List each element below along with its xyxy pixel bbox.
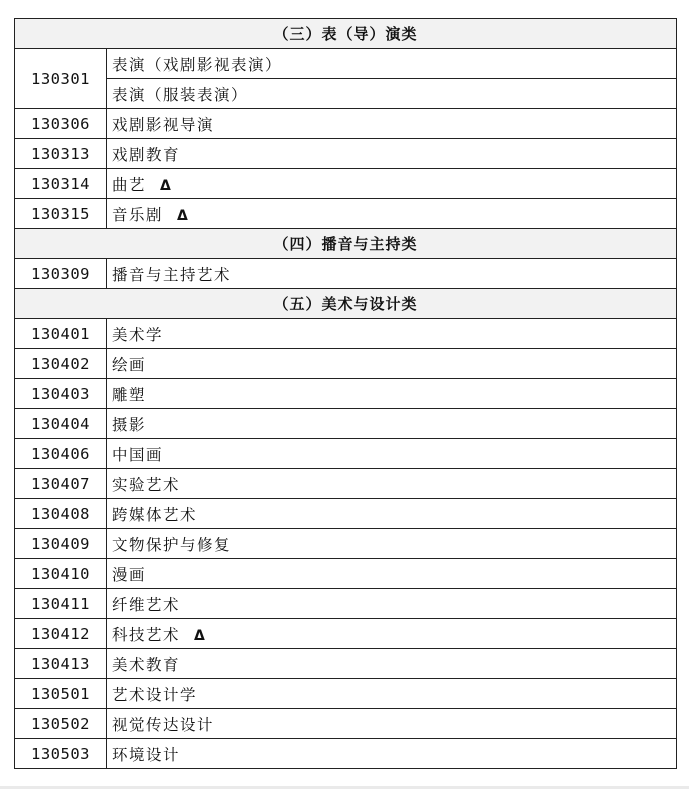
major-name-cell bbox=[107, 409, 677, 439]
major-code: 130406 bbox=[15, 439, 107, 469]
major-name: 表演（戏剧影视表演） bbox=[107, 49, 677, 79]
major-code: 130413 bbox=[15, 649, 107, 679]
major-code: 130306 bbox=[15, 109, 107, 139]
major-name-cell bbox=[107, 439, 677, 469]
major-name: 漫画 bbox=[112, 565, 147, 584]
major-code: 130402 bbox=[15, 349, 107, 379]
major-code: 130410 bbox=[15, 559, 107, 589]
major-code: 130409 bbox=[15, 529, 107, 559]
section-header-row bbox=[15, 289, 677, 319]
table-row bbox=[15, 559, 677, 589]
major-code: 130501 bbox=[15, 679, 107, 709]
major-name-cell bbox=[107, 679, 677, 709]
major-name: 文物保护与修复 bbox=[112, 535, 232, 554]
major-name-cell bbox=[107, 169, 677, 199]
table-row bbox=[15, 259, 677, 289]
major-name-cell bbox=[107, 499, 677, 529]
table-row bbox=[15, 199, 677, 229]
major-name-cell bbox=[107, 529, 677, 559]
major-name-cell bbox=[107, 139, 677, 169]
major-name: 美术教育 bbox=[112, 655, 181, 674]
major-name-cell bbox=[107, 619, 677, 649]
major-code: 130403 bbox=[15, 379, 107, 409]
major-code: 130313 bbox=[15, 139, 107, 169]
major-code: 130404 bbox=[15, 409, 107, 439]
major-name: 绘画 bbox=[112, 355, 147, 374]
table-row bbox=[15, 679, 677, 709]
major-name: 表演（服装表演） bbox=[107, 79, 677, 109]
major-name-cell bbox=[107, 109, 677, 139]
major-name: 曲艺 bbox=[112, 175, 147, 194]
major-code: 130412 bbox=[15, 619, 107, 649]
major-name: 雕塑 bbox=[112, 385, 147, 404]
major-name: 摄影 bbox=[112, 415, 147, 434]
major-name-cell bbox=[107, 709, 677, 739]
table-row bbox=[15, 379, 677, 409]
table-row bbox=[15, 49, 677, 79]
major-code: 130502 bbox=[15, 709, 107, 739]
section-header-row bbox=[15, 19, 677, 49]
major-code: 130408 bbox=[15, 499, 107, 529]
major-name-cell bbox=[107, 559, 677, 589]
major-code: 130407 bbox=[15, 469, 107, 499]
table-row bbox=[15, 499, 677, 529]
major-catalog-table bbox=[14, 18, 677, 769]
major-name-cell bbox=[107, 259, 677, 289]
table-row bbox=[15, 709, 677, 739]
special-mark: Δ bbox=[160, 177, 173, 194]
major-name: 纤维艺术 bbox=[112, 595, 181, 614]
section-heading-fine-arts-design: （五）美术与设计类 bbox=[15, 289, 677, 319]
table-row bbox=[15, 409, 677, 439]
major-name-cell bbox=[107, 349, 677, 379]
major-name: 环境设计 bbox=[112, 745, 181, 764]
major-name-cell bbox=[107, 739, 677, 769]
major-name: 视觉传达设计 bbox=[112, 715, 215, 734]
major-name: 戏剧教育 bbox=[112, 145, 181, 164]
table-row bbox=[15, 649, 677, 679]
table-row bbox=[15, 139, 677, 169]
table-row bbox=[15, 79, 677, 109]
table-row bbox=[15, 109, 677, 139]
major-name-cell bbox=[107, 199, 677, 229]
table-row bbox=[15, 319, 677, 349]
table-row bbox=[15, 739, 677, 769]
table-row bbox=[15, 349, 677, 379]
major-code: 130411 bbox=[15, 589, 107, 619]
major-name: 美术学 bbox=[112, 325, 164, 344]
major-name-cell bbox=[107, 469, 677, 499]
major-code: 130503 bbox=[15, 739, 107, 769]
major-name: 音乐剧 bbox=[112, 205, 164, 224]
major-code: 130314 bbox=[15, 169, 107, 199]
major-code: 130301 bbox=[15, 49, 107, 109]
table-row bbox=[15, 619, 677, 649]
table-row bbox=[15, 589, 677, 619]
section-header-row bbox=[15, 229, 677, 259]
major-code: 130401 bbox=[15, 319, 107, 349]
major-code: 130315 bbox=[15, 199, 107, 229]
table-row bbox=[15, 169, 677, 199]
major-name: 艺术设计学 bbox=[112, 685, 198, 704]
major-name: 戏剧影视导演 bbox=[112, 115, 215, 134]
special-mark: Δ bbox=[177, 207, 190, 224]
major-name-cell bbox=[107, 319, 677, 349]
major-name-cell bbox=[107, 379, 677, 409]
major-name: 科技艺术 bbox=[112, 625, 181, 644]
table-row bbox=[15, 529, 677, 559]
major-code: 130309 bbox=[15, 259, 107, 289]
section-heading-performance: （三）表（导）演类 bbox=[15, 19, 677, 49]
major-name-cell bbox=[107, 649, 677, 679]
section-heading-broadcasting: （四）播音与主持类 bbox=[15, 229, 677, 259]
table-row bbox=[15, 469, 677, 499]
major-name-cell bbox=[107, 589, 677, 619]
major-name: 跨媒体艺术 bbox=[112, 505, 198, 524]
major-name: 播音与主持艺术 bbox=[112, 265, 232, 284]
special-mark: Δ bbox=[194, 627, 207, 644]
table-row bbox=[15, 439, 677, 469]
major-name: 实验艺术 bbox=[112, 475, 181, 494]
major-name: 中国画 bbox=[112, 445, 164, 464]
